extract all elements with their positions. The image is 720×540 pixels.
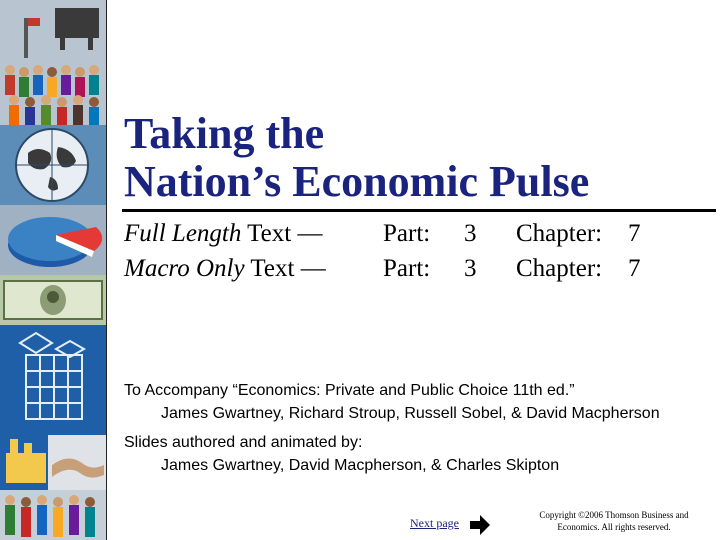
slides-credit-label: Slides authored and animated by: [124,434,363,451]
title-underline [122,209,716,212]
accompany-text: To Accompany “Economics: Private and Public Choice 11th ed.” [124,382,575,399]
part-label: Part: [383,220,431,247]
chapter-label: Chapter: [516,220,603,247]
right-arrow-icon[interactable] [469,514,491,536]
title-line-2: Nation’s Economic Pulse [124,157,590,206]
building-grid-icon [0,325,106,435]
authors-text: James Gwartney, Richard Stroup, Russell Sobel, & David Macpherson [161,405,660,422]
slide-title [124,110,589,206]
strip-divider [106,0,107,540]
copyright-line-2: Economics. All rights reserved. [557,522,671,532]
copyright-line-1: Copyright ©2006 Thomson Business and [539,510,689,520]
title-line-1: Taking the [124,109,325,158]
next-page-link[interactable]: Next page [410,516,459,530]
banknote-icon [0,275,106,325]
people-crowd-icon [0,0,106,125]
edition-name: Full Length [124,220,242,247]
part-number: 3 [464,220,477,247]
edition-text: Text — [241,220,323,247]
chapter-number: 7 [628,220,641,247]
part-label: Part: [383,255,431,282]
edition-text: Text — [244,255,326,282]
people-group-icon [0,490,106,540]
globe-icon [0,125,106,205]
edition-row-full-length [124,219,641,249]
edition-row-macro-only [124,254,641,284]
copyright-notice [524,509,704,533]
part-number: 3 [464,255,477,282]
animators-text: James Gwartney, David Macpherson, & Charles Skipton [161,457,560,474]
chapter-label: Chapter: [516,255,603,282]
illustration-strip [0,0,106,540]
edition-name: Macro Only [124,255,245,282]
chapter-number: 7 [628,255,641,282]
handshake-icon [0,435,106,490]
pie-chart-icon [0,205,106,275]
